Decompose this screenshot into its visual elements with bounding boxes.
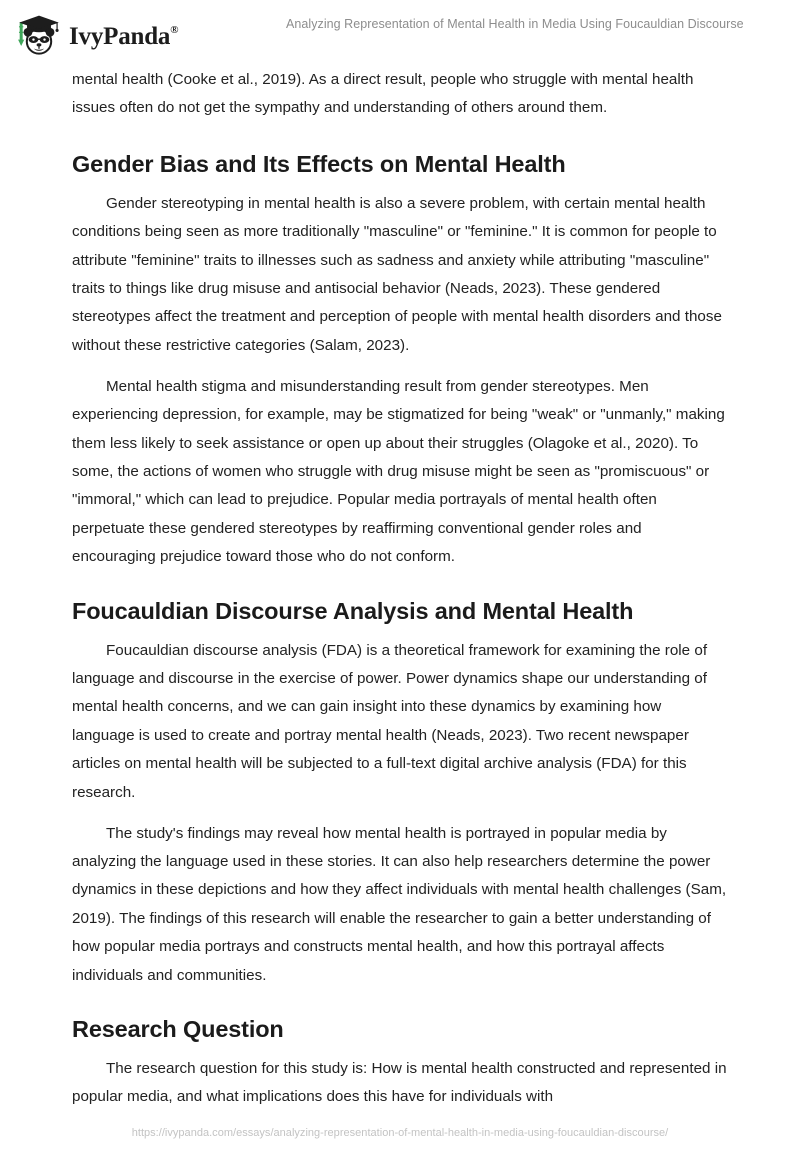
- panda-graduate-logo-icon: [16, 12, 62, 58]
- body-paragraph: Mental health stigma and misunderstanding result from gender stereotypes. Men experiencing depression, for example, may be stigmatized for being "weak" or "unmanly," making them less likely to seek assistance or open up about their struggles (Olagoke et al., 2020). To some, the actions of women who struggle with drug misuse might be seen as "promiscuous" or "immoral," which can lead to prejudice. Popular media portrayals of mental health often perpetuate these gendered stereotypes by reaffirming conventional gender roles and encouraging prejudice toward those who do not conform.: [72, 377, 725, 566]
- body-paragraph: mental health (Cooke et al., 2019). As a direct result, people who struggle with mental health issues often do not get the sympathy and understanding of others around them.: [72, 71, 694, 117]
- page-header: [0, 0, 800, 62]
- brand-wordmark: [69, 24, 178, 49]
- body-paragraph: The study's findings may reveal how mental health is portrayed in popular media by analyzing the language used in these stories. It can also help researchers determine the power dynamics in these depictions and how they affect individuals with mental health challenges (Sam, 2019). The findings of this research will enable the researcher to gain a better understanding of how popular media portrays and constructs mental health, and how this portrayal affects individuals and communities.: [72, 824, 727, 984]
- body-paragraph: The research question for this study is: How is mental health constructed and represented in popular media, and what implications does this have for individuals with: [72, 1059, 727, 1106]
- ivypanda-brand-logo[interactable]: [16, 12, 178, 58]
- section-heading: Gender Bias and Its Effects on Mental Health: [72, 150, 566, 177]
- section-heading: Research Question: [72, 1015, 284, 1042]
- document-title-header: Analyzing Representation of Mental Health in Media Using Foucauldian Discourse: [286, 17, 744, 31]
- page-footer: [0, 1100, 800, 1160]
- body-paragraph: Gender stereotyping in mental health is also a severe problem, with certain mental health conditions being seen as more traditionally "masculine" or "feminine." It is common for people to attribute "feminine" traits to illnesses such as sadness and anxiety while attributing "masculine" traits to things like drug misuse and antisocial behavior (Neads, 2023). These gendered stereotypes affect the treatment and perception of people with mental health disorders and those without these restrictive categories (Salam, 2023).: [72, 194, 722, 354]
- brand-name-text: IvyPanda: [69, 22, 171, 50]
- essay-body: [72, 66, 728, 1112]
- section-heading: Foucauldian Discourse Analysis and Mental Health: [72, 597, 634, 624]
- registered-trademark-symbol: ®: [170, 24, 179, 37]
- body-paragraph: Foucauldian discourse analysis (FDA) is a theoretical framework for examining the role of language and discourse in the exercise of power. Power dynamics shape our understanding of mental health concerns, and we can gain insight into these dynamics by examining how language is used to create and portray mental health (Neads, 2023). Two recent newspaper articles on mental health will be subjected to a full-text digital archive analysis (FDA) for this research.: [72, 641, 708, 801]
- source-url-link[interactable]: https://ivypanda.com/essays/analyzing-representation-of-mental-health-in-media-using-foucauldian-discourse/: [131, 1127, 669, 1139]
